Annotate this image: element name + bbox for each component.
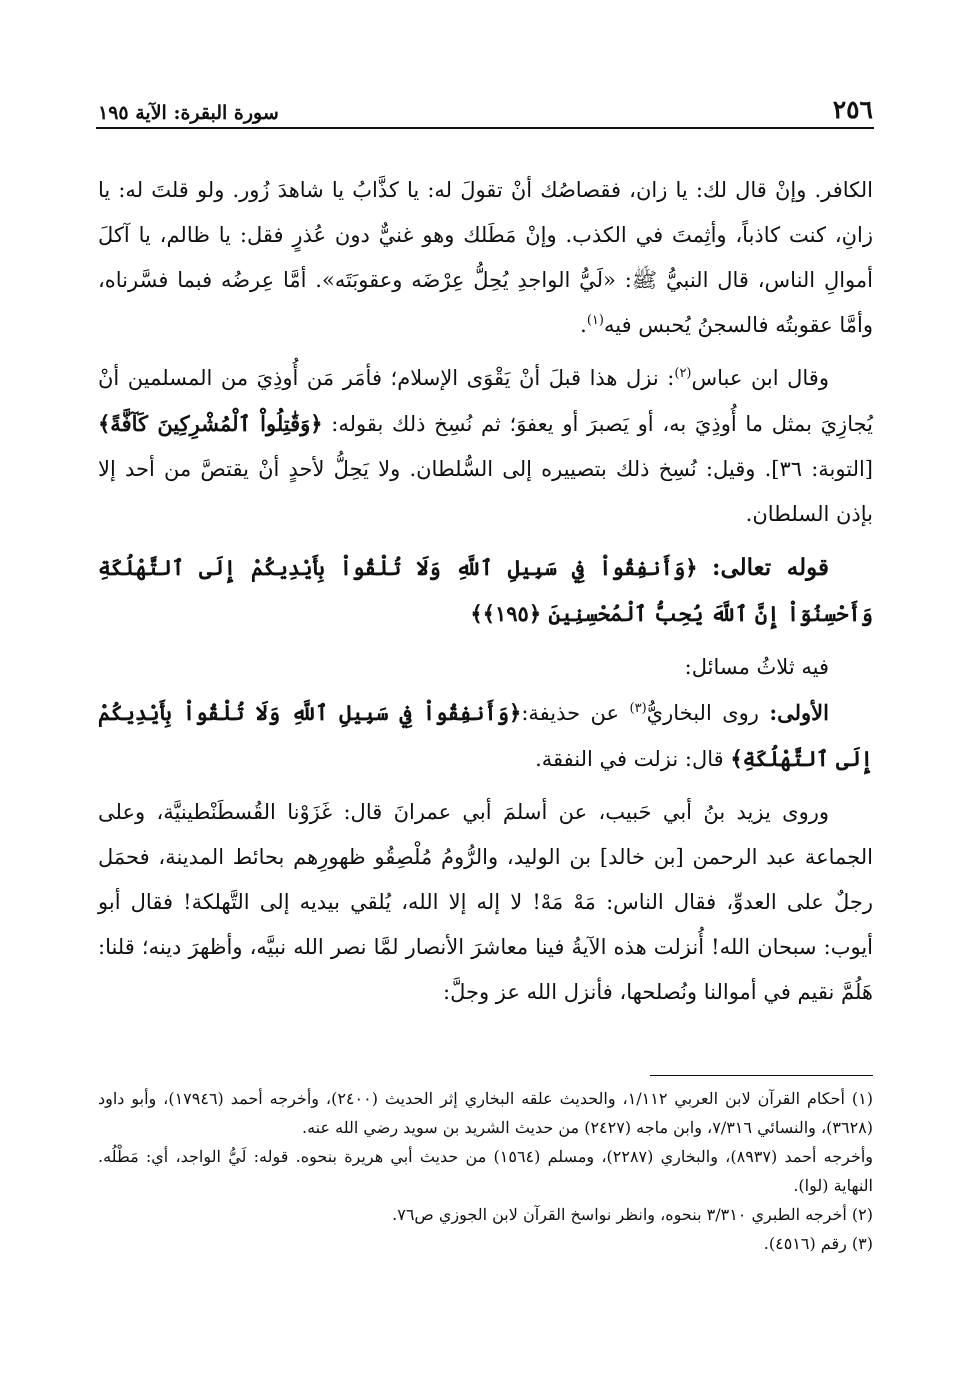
issue-first — [98, 690, 873, 782]
quran-quote: ﴿وَقَٰتِلُواْ ٱلْمُشْرِكِينَ كَآفَّةً﴾ — [98, 411, 323, 436]
paragraph-text: قال: نزلت في النفقة. — [535, 747, 724, 771]
paragraph-text: عن حذيفة: — [521, 701, 620, 725]
footnote-ref-3[interactable]: (٣) — [629, 701, 647, 716]
footnote-divider — [650, 1075, 873, 1076]
header-divider — [96, 127, 874, 129]
paragraph-ibn-abbas — [98, 356, 873, 537]
paragraph-text: : نزل هذا قبلَ أنْ يَقْوَى الإسلام؛ فأمَر مَن أُوذِيَ من المسلمين أنْ يُجازِيَ بمثل ما أُوذِيَ به، أو يَصبرَ أو يعفوَ؛ ثم نُسِخ ذلك بقوله: — [98, 366, 873, 436]
paragraph-text: وقال ابن عباس — [691, 366, 829, 390]
paragraph-abu-ayyub — [98, 790, 873, 1015]
issues-intro — [98, 645, 873, 690]
footnote-ref-1[interactable]: (١) — [586, 313, 604, 328]
issue-label: الأولى: — [769, 700, 829, 725]
verse-text: ﴿وَأَنفِقُواْ فِي سَبِيلِ ٱللَّهِ وَلَا تُلْقُواْ بِأَيْدِيكُمْ إِلَى ٱلتَّهْلُكَةِ وَأَحْسِنُوٓاْ إِنَّ ٱللَّهَ يُحِبُّ ٱلْمُحْسِنِينَ ﴿١٩٥﴾﴾ — [98, 555, 873, 626]
footnote-3: (٣) رقم (٤٥١٦). — [763, 1234, 873, 1253]
footnote-1: (١) أحكام القرآن لابن العربي ١/١١٢، والحديث علقه البخاري إثر الحديث (٢٤٠٠)، وأخرجه أحمد (١٧٩٤٦)، وأبو داود (٣٦٢٨)، والنسائي ٧/٣١٦، وابن ماجه (٢٤٢٧) من حديث الشريد بن سويد رضي الله عنه. — [98, 1089, 873, 1137]
paragraph-text: [التوبة: ٣٦]. وقيل: نُسِخ ذلك بتصييره إلى السُّلطان. ولا يَحِلُّ لأحدٍ أنْ يقتصَّ من أحد إلا بإذن السلطان. — [98, 457, 873, 526]
verse-heading — [98, 545, 873, 637]
paragraph-text: الكافر. وإنْ قال لك: يا زان، فقصاصُك أنْ تقولَ له: يا كذَّابُ يا شاهدَ زُور. ولو قلتَ له: يا زانِ، كنت كاذباً، وأثِمتَ في الكذب. وإنْ مَطَلك وهو غنيٌّ دون عُذرٍ فقل: يا ظالم، يا آكلَ أموالِ الناس، قال النبيُّ ﷺ: «لَيُّ الواجدِ يُحِلُّ عِرْضَه وعقوبَتَه». أمَّا عِرضُه فبما فسَّرناه، وأمَّا عقوبتُه فالسجنُ يُحبس فيه — [98, 178, 873, 337]
footnote-ref-2[interactable]: (٢) — [674, 366, 692, 381]
paragraph-text: وروى يزيد بنُ أبي حَبيب، عن أسلمَ أبي عمرانَ قال: غَزَوْنا القُسطَنْطينيَّة، وعلى الجماعة عبد الرحمن [بن خالد] بن الوليد، والرُّومُ مُلْصِقُو ظهورِهم بحائط المدينة، فحمَل رجلٌ على العدوِّ، فقال الناس: مَهْ مَهْ! لا إله إلا الله، يُلقي بيديه إلى التَّهلكة! فقال أبو أيوب: سبحان الله! أُنزلت هذه الآيةُ فينا معاشرَ الأنصار لمَّا نصر الله نبيَّه، وأظهرَ دينه؛ قلنا: هَلُمَّ نقيم في أموالنا ونُصلحها، فأنزل الله عز وجلَّ: — [98, 800, 873, 1004]
footnote-1-continued: وأخرجه أحمد (٨٩٣٧)، والبخاري (٢٢٨٧)، ومسلم (١٥٦٤) من حديث أبي هريرة بنحوه. قوله: لَيُّ الواجد، أي: مَطْلُه. النهاية (لوا). — [98, 1147, 874, 1195]
running-title: سورة البقرة: الآية ١٩٥ — [98, 102, 279, 124]
sentence-end: . — [580, 313, 587, 337]
paragraph-text: فيه ثلاثُ مسائل: — [684, 655, 829, 679]
verse-label: قوله تعالى: — [711, 554, 830, 581]
paragraph-qisas — [98, 168, 873, 348]
page-number: ٢٥٦ — [832, 95, 873, 124]
quran-quote: ﴿وَأَنفِقُواْ فِي سَبِيلِ ٱللَّهِ وَلَا تُلْقُواْ بِأَيْدِيكُمْ إِلَى ٱلتَّهْلُكَةِ﴾ — [98, 700, 873, 771]
footnote-2: (٢) أخرجه الطبري ٣/٣١٠ بنحوه، وانظر نواسخ القرآن لابن الجوزي ص٧٦. — [392, 1205, 873, 1224]
footnotes — [98, 1084, 873, 1258]
page-header — [98, 88, 873, 124]
main-text — [98, 168, 873, 1015]
paragraph-text: روى البخاريُّ — [646, 701, 759, 725]
